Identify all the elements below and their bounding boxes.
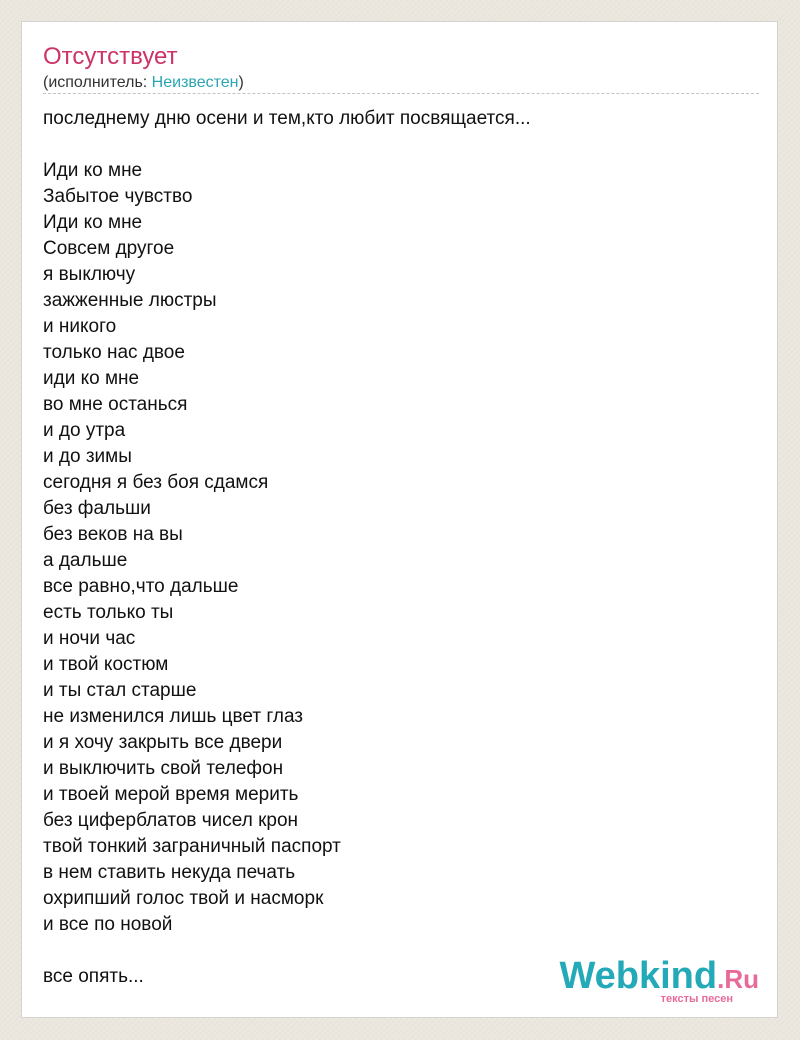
lyrics-text (43, 106, 733, 990)
lyric-line: все равно,что дальше (43, 576, 239, 597)
lyric-line: иди ко мне (43, 368, 140, 389)
lyric-line: и никого (43, 316, 117, 337)
lyric-line: а дальше (43, 550, 128, 571)
lyric-line: без веков на вы (43, 524, 183, 545)
logo-tagline: тексты песен (660, 993, 733, 1005)
lyric-line: и все по новой (43, 914, 173, 935)
lyric-line: и ты стал старше (43, 680, 197, 701)
logo-suffix-text: .Ru (717, 964, 759, 994)
lyric-line: во мне останься (43, 394, 188, 415)
lyric-line: зажженные люстры (43, 290, 217, 311)
lyric-line: последнему дню осени и тем,кто любит посвящается... (43, 108, 531, 129)
lyric-line: Совсем другое (43, 238, 175, 259)
artist-suffix: ) (238, 74, 244, 91)
song-title: Отсутствует (43, 43, 178, 70)
lyric-line: есть только ты (43, 602, 174, 623)
lyric-line: только нас двое (43, 342, 185, 363)
lyric-line: и до зимы (43, 446, 132, 467)
lyric-line: без фальши (43, 498, 151, 519)
artist-link[interactable]: Неизвестен (151, 74, 239, 91)
lyric-line: не изменился лишь цвет глаз (43, 706, 304, 727)
lyric-line: твой тонкий заграничный паспорт (43, 836, 341, 857)
lyric-line: и я хочу закрыть все двери (43, 732, 283, 753)
lyric-line: и выключить свой телефон (43, 758, 284, 779)
logo-wordmark (559, 957, 759, 998)
lyric-line: и твой костюм (43, 654, 169, 675)
lyric-line: все опять... (43, 966, 144, 987)
artist-line (43, 73, 244, 93)
lyric-line: я выключу (43, 264, 136, 285)
lyric-line: и до утра (43, 420, 126, 441)
site-logo[interactable] (559, 957, 759, 1005)
lyric-line: без циферблатов чисел крон (43, 810, 299, 831)
lyric-line: Забытое чувство (43, 186, 193, 207)
lyric-line: и твоей мерой время мерить (43, 784, 299, 805)
lyric-line: охрипший голос твой и насморк (43, 888, 324, 909)
lyric-line: сегодня я без боя сдамся (43, 472, 269, 493)
artist-prefix: (исполнитель: (43, 74, 152, 91)
lyric-line: Иди ко мне (43, 160, 143, 181)
logo-main-text: Webkind (559, 955, 718, 997)
lyrics-card (21, 21, 778, 1018)
lyric-line (43, 132, 733, 158)
lyric-line: в нем ставить некуда печать (43, 862, 296, 883)
lyric-line: и ночи час (43, 628, 136, 649)
lyric-line: Иди ко мне (43, 212, 143, 233)
divider (43, 93, 759, 94)
